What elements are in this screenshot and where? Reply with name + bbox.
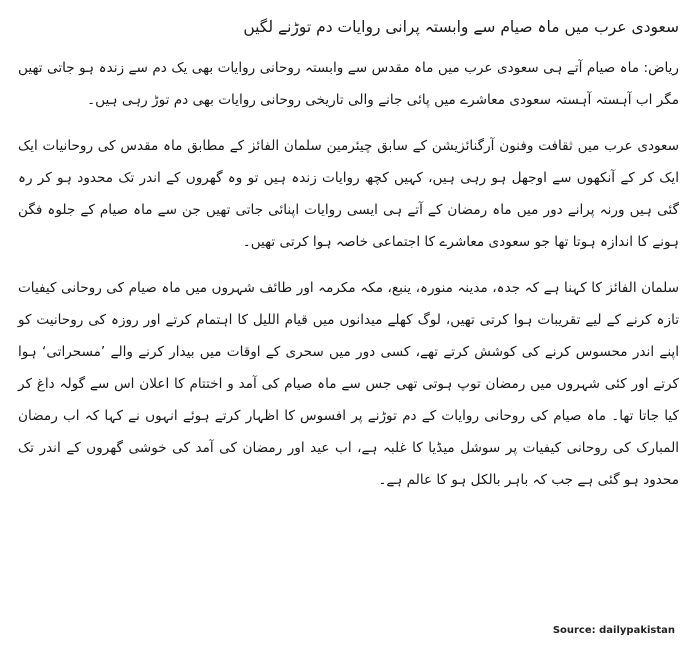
source-credit: Source: dailypakistan	[552, 625, 675, 636]
article-paragraph-2: سعودی عرب میں ثقافت وفنون آرگنائزیشن کے سابق چیئرمین سلمان الفائز کے مطابق ماہ مقدس کی روحانیات ایک ایک کر کے آنکھوں سے اوجھل ہو رہی ہیں، کہیں کچھ روایات زندہ ہیں تو وہ گھروں کے اندر تک محدود ہو کر رہ گئی ہیں ورنہ پرانے دور میں ماہ رمضان کے آتے ہی ایسی روایات اپنائی جاتی تھیں جن سے ماہ صیام کے جلوہ فگن ہونے کا اندازہ ہوتا تھا جو سعودی معاشرے کا اجتماعی خاصہ ہوا کرتی تھیں۔	[18, 138, 679, 250]
news-article	[18, 14, 679, 496]
article-headline: سعودی عرب میں ماہ صیام سے وابستہ پرانی روایات دم توڑنے لگیں	[243, 18, 679, 36]
article-paragraph-1: ریاض: ماہ صیام آتے ہی سعودی عرب میں ماہ مقدس سے وابستہ روحانی روایات بھی یک دم سے زندہ ہو جاتی تھیں مگر اب آہستہ آہستہ سعودی معاشرے میں پائی جانے والی تاریخی روحانی روایات بھی دم توڑ رہی ہیں۔	[18, 60, 679, 108]
article-paragraph-3: سلمان الفائز کا کہنا ہے کہ جدہ، مدینہ منورہ، ینبع، مکہ مکرمہ اور طائف شہروں میں ماہ صیام کی روحانی کیفیات تازہ کرنے کے لیے تقریبات ہوا کرتی تھیں، لوگ کھلے میدانوں میں قیام اللیل کا اہتمام کرتے اور روزہ کی روحانیت کو اپنے اندر محسوس کرنے کی کوشش کرتے تھے، کسی دور میں سحری کے اوقات میں بیدار کرنے والے ’مسحراتی‘ ہوا کرتے اور کئی شہروں میں رمضان توپ ہوتی تھی جس سے ماہ صیام کی آمد و اختتام کا اعلان اس سے گولہ داغ کر کیا جاتا تھا۔ ماہ صیام کی روحانی روایات کے دم توڑنے پر افسوس کا اظہار کرتے ہوئے انہوں نے کہا کہ اب رمضان المبارک کی روحانی کیفیات پر سوشل میڈیا کا غلبہ ہے، اب عید اور رمضان کی آمد کی خوشی گھروں کے اندر تک محدود ہو گئی ہے جب کہ باہر بالکل ہو کا عالم ہے۔	[18, 280, 679, 488]
